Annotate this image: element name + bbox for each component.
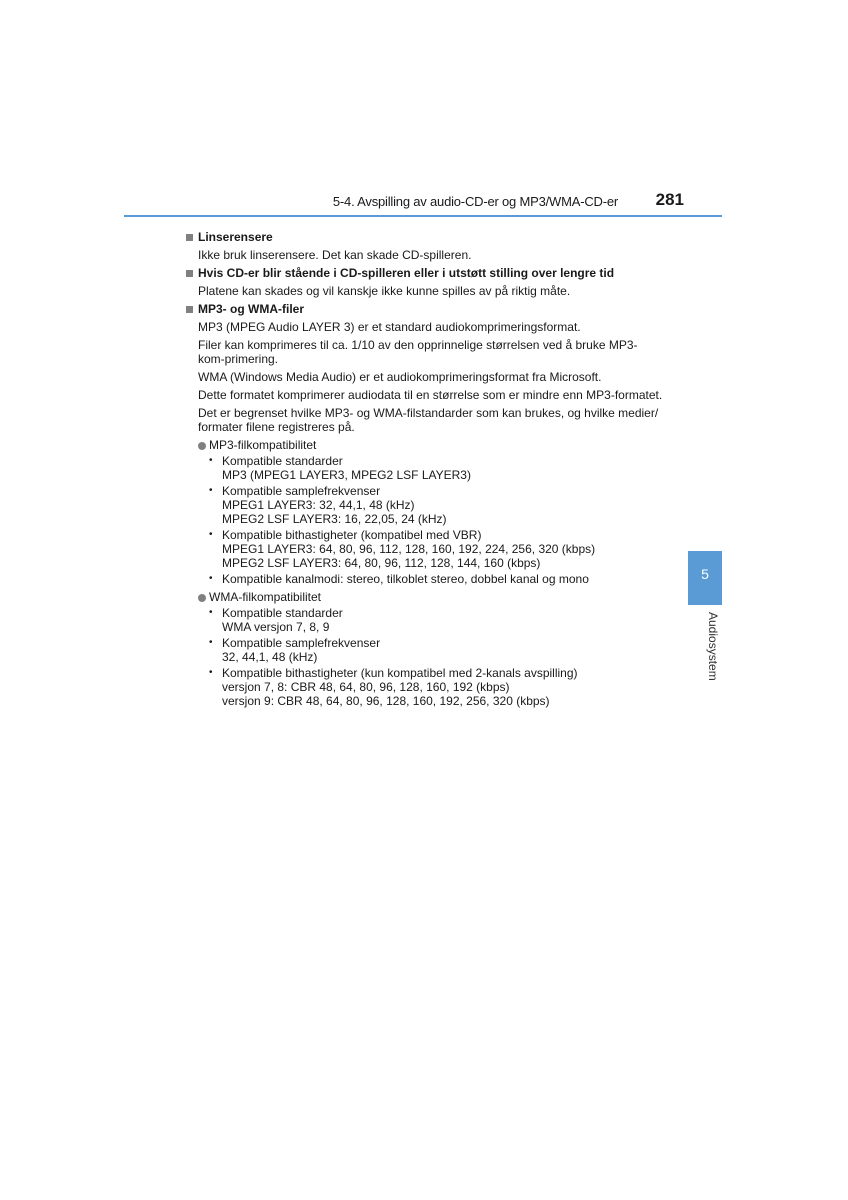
item-label: • Kompatible samplefrekvenser — [222, 484, 381, 498]
paragraph: Ikke bruk linserensere. Det kan skade CD-spilleren. — [198, 248, 472, 262]
paragraph: Filer kan komprimeres til ca. 1/10 av den opprinnelige størrelsen ved å bruke MP3-kom-primering. — [198, 338, 638, 366]
item-label: • Kompatible bithastigheter (kompatibel med VBR) — [222, 528, 482, 542]
item-detail: WMA versjon 7, 8, 9 — [222, 620, 330, 634]
paragraph: Platene kan skades og vil kanskje ikke kunne spilles av på riktig måte. — [198, 284, 571, 298]
list-item — [185, 606, 663, 634]
item-detail: MPEG1 LAYER3: 64, 80, 96, 112, 128, 160, 192, 224, 256, 320 (kbps) — [222, 542, 596, 556]
section-heading: Hvis CD-er blir stående i CD-spilleren eller i utstøtt stilling over lengre tid — [185, 266, 663, 280]
item-label: • Kompatible standarder — [222, 454, 343, 468]
item-detail: MP3 (MPEG1 LAYER3, MPEG2 LSF LAYER3) — [222, 468, 471, 482]
list-item — [185, 572, 663, 586]
item-label: • Kompatible bithastigheter (kun kompatibel med 2-kanals avspilling) — [222, 666, 578, 680]
paragraph: MP3 (MPEG Audio LAYER 3) er et standard audiokomprimeringsformat. — [198, 320, 581, 334]
header-rule — [124, 215, 722, 217]
item-label: • Kompatible samplefrekvenser — [222, 636, 381, 650]
chapter-tab-label: Audiosystem — [706, 612, 720, 681]
paragraph: WMA (Windows Media Audio) er et audiokomprimeringsformat fra Microsoft. — [198, 370, 602, 384]
chapter-tab: 5 — [688, 551, 722, 605]
list-item — [185, 528, 663, 570]
item-label: • Kompatible kanalmodi: stereo, tilkoblet stereo, dobbel kanal og mono — [222, 572, 589, 586]
item-detail: MPEG2 LSF LAYER3: 16, 22,05, 24 (kHz) — [222, 512, 447, 526]
section-heading: Linserensere — [185, 230, 663, 244]
mp3-compatibility-heading: MP3-filkompatibilitet — [185, 438, 663, 452]
wma-compatibility-heading: WMA-filkompatibilitet — [185, 590, 663, 604]
page-content — [185, 226, 663, 708]
page-number: 281 — [655, 190, 684, 209]
item-detail: versjon 7, 8: CBR 48, 64, 80, 96, 128, 160, 192 (kbps) — [222, 680, 510, 694]
list-item — [185, 666, 663, 708]
item-detail: 32, 44,1, 48 (kHz) — [222, 650, 318, 664]
page-header-title: 5-4. Avspilling av audio-CD-er og MP3/WMA-CD-er — [332, 194, 618, 209]
section-heading: MP3- og WMA-filer — [185, 302, 663, 316]
item-detail: MPEG1 LAYER3: 32, 44,1, 48 (kHz) — [222, 498, 415, 512]
list-item — [185, 636, 663, 664]
paragraph: Dette formatet komprimerer audiodata til en størrelse som er mindre enn MP3-formatet. — [198, 388, 663, 402]
paragraph: Det er begrenset hvilke MP3- og WMA-filstandarder som kan brukes, og hvilke medier/ formater filene registreres på. — [198, 406, 659, 434]
item-detail: versjon 9: CBR 48, 64, 80, 96, 128, 160, 192, 256, 320 (kbps) — [222, 694, 550, 708]
item-label: • Kompatible standarder — [222, 606, 343, 620]
item-detail: MPEG2 LSF LAYER3: 64, 80, 96, 112, 128, 144, 160 (kbps) — [222, 556, 541, 570]
list-item — [185, 454, 663, 482]
list-item — [185, 484, 663, 526]
